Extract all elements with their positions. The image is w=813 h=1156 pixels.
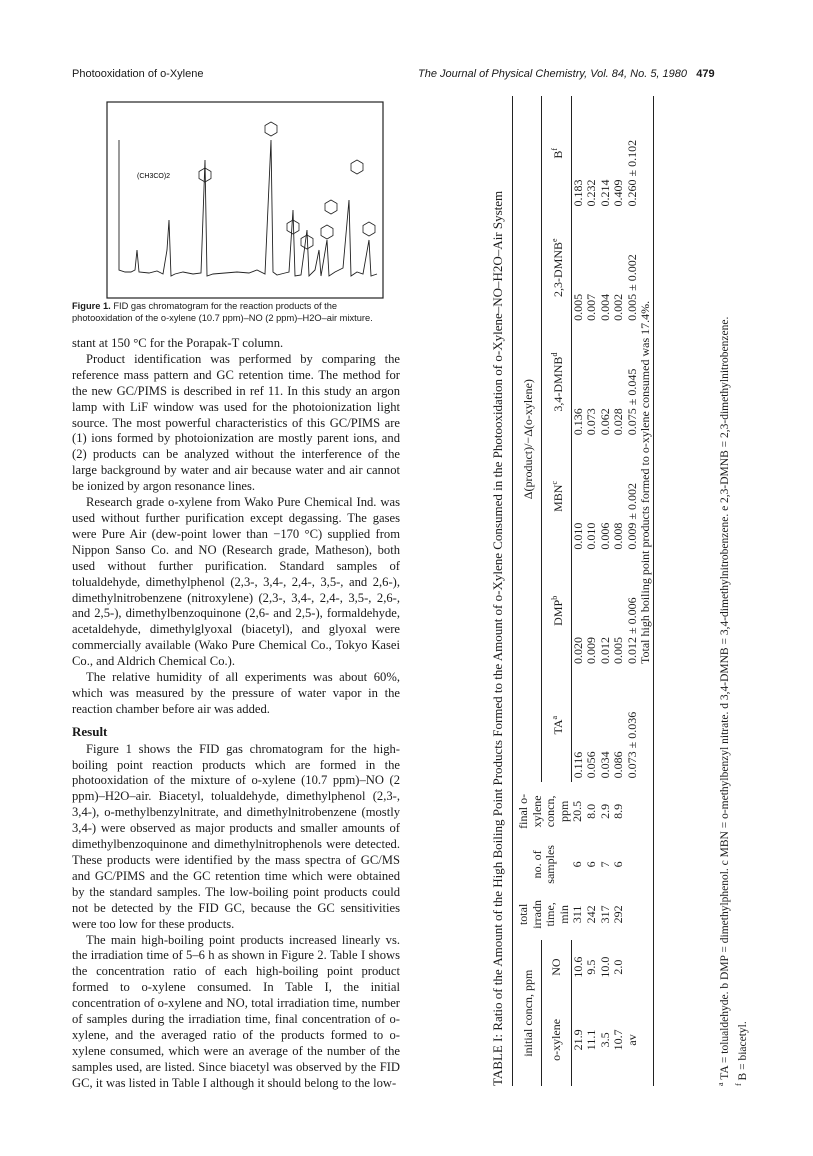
- col-oxylene: o-xylene: [542, 994, 571, 1086]
- table-row: [599, 96, 613, 1086]
- cell-no: 2.0: [611, 959, 625, 975]
- cell-b: 0.232: [584, 179, 598, 207]
- running-header-right: [418, 68, 715, 80]
- col-total-time: total irradn time, min: [516, 900, 571, 929]
- chromatogram-figure: [105, 100, 385, 300]
- total-note: Total high boiling point products formed to o-xylene consumed was 17.4%.: [639, 96, 653, 668]
- paragraph-5: Figure 1 shows the FID gas chromatogram for the high-boiling point reaction products which are formed in the photooxidation of the mixture of o-xylene (10.7 ppm)–NO (2 ppm)–H2O–air. Biacetyl, tolualdehyde, dimethylphenol (2,3-, 3,4-), o-methylbenzylnitrate, and dimethylnitrobenzene (mostly 3,4-) were observed as major products and smaller amounts of dimethylbenzoquinone and dimethylnitrophenols were detected. These products were identified by the mass spectra of GC/MS and GC/PIMS and the GC retention time which were obtained by the standard samples. The low-boiling point products could not be detected by the FID GC, because the GC sensitivities were too low for these products.: [72, 741, 400, 931]
- cell-final: 8.0: [584, 803, 598, 819]
- cell-no: 9.5: [584, 959, 598, 975]
- chromatogram-trace: [119, 140, 377, 276]
- col-mbn: MBN$^c$: [542, 439, 571, 553]
- cell-dmp: 0.005: [611, 636, 625, 664]
- paragraph-2: Product identification was performed by comparing the reference mass pattern and GC retention time. The method for the new GC/PIMS is described in ref 11. In this study an argon lamp with LiF window was used for the photoionization light source. The most powerful characteristics of this GC/PIMS are (1) ions formed by photoionization are mostly parent ions, and (2) products can be analyzed without the interference of the large background by water and air because water and air cannot be ionized by argon resonance lines.: [72, 351, 400, 494]
- cell-mbn: 0.010: [584, 522, 598, 550]
- chromatogram-plot: [105, 100, 385, 300]
- cell-34dmnb: 0.136: [570, 408, 585, 436]
- cell-av-label: av: [624, 1034, 639, 1046]
- col-no-samples: no. of samples: [529, 845, 557, 884]
- col-ta: $TA^a$: [542, 668, 571, 782]
- cell-final: 20.5: [570, 800, 585, 822]
- cell-mbn: 0.006: [597, 522, 612, 550]
- table-footnotes: [714, 96, 750, 1086]
- table-row-average: [626, 96, 640, 1086]
- cell-av-34dmnb: 0.075 ± 0.045: [624, 368, 639, 436]
- cell-final: 2.9: [597, 803, 612, 819]
- cell-dmp: 0.012: [597, 636, 612, 664]
- cell-time: 317: [597, 905, 612, 924]
- cell-no: 10.6: [570, 956, 585, 978]
- figure-caption-text: FID gas chromatogram for the reaction products of the photooxidation of the o-xylene (10.7 ppm)–NO (2 ppm)–H2O–air mixture.: [72, 301, 373, 323]
- figure-caption: [72, 300, 392, 324]
- table-title: TABLE I: Ratio of the Amount of the High Boiling Point Products Formed to the Amount of o-Xylene Consumed in the Photooxidation of o-Xylene–NO–H2O–Air System: [490, 190, 505, 1086]
- data-table: [512, 96, 654, 1086]
- figure-caption-label: Figure 1.: [72, 301, 111, 311]
- paragraph-3: Research grade o-xylene from Wako Pure Chemical Ind. was used without further purification except degassing. The gases were Pure Air (dew-point lower than −170 °C) supplied from Nippon Sanso Co. and NO (Research grade, Matheson), both used without further purification. Standard samples of tolualdehyde, dimethylphenol (2,3-, 3,4-, 2,4-, 3,5-, and 2,6-), dimethylnitrobenzene (nitroxylene) (2,3-, 3,4-, 2,4-, 3,5-, 2,6-, and 2,5-), dimethylbenzoquinone (2,6- and 2,5-), formaldehyde, acetaldehyde, dimethylglyoxal (biacetyl), and glyoxal were commercially available (Wako Pure Chemical Co., Tokyo Kasei Co., and Aldrich Chemical Co.).: [72, 495, 400, 669]
- cell-no: 10.0: [597, 956, 612, 978]
- cell-time: 292: [611, 905, 625, 924]
- cell-34dmnb: 0.028: [611, 408, 625, 436]
- paragraph-4: The relative humidity of all experiments was about 60%, which was measured by the pressure of water vapor in the reaction chamber before air was added.: [72, 670, 400, 716]
- cell-samples: 6: [584, 861, 598, 868]
- col-dmp: DMP$^b$: [542, 554, 571, 668]
- cell-av-mbn: 0.009 ± 0.002: [624, 483, 639, 550]
- peak-label-biacetyl: (CH3CO)2: [137, 173, 171, 180]
- page-number: 479: [696, 68, 715, 80]
- cell-time: 311: [570, 905, 585, 924]
- table-row: [571, 96, 585, 1086]
- paragraph-6: The main high-boiling point products increased linearly vs. the irradiation time of 5–6 h as shown in Figure 2. Table I shows the concentration ratio of each high-boiling point product formed to o-xylene consumed. In Table I, the initial concentration of o-xylene and NO, total irradiation time, number of samples during the irradiation time, final concentration of o-xylene, and the averaged ratio of the products formed to o-xylene consumed, which were an average of the number of the samples used, are listed. Since biacetyl was observed by the FID GC, it was listed in Table I although it should belong to the low-: [72, 932, 400, 1090]
- cell-ta: 0.034: [597, 751, 612, 779]
- col-no: NO: [542, 940, 571, 993]
- cell-mbn: 0.010: [570, 522, 585, 550]
- cell-samples: 7: [597, 861, 612, 868]
- cell-34dmnb: 0.062: [597, 408, 612, 436]
- table-1: [482, 96, 752, 1086]
- cell-23dmnb: 0.007: [584, 293, 598, 321]
- table-row-total: [639, 96, 653, 1086]
- paragraph-1: stant at 150 °C for the Porapak-T column.: [72, 336, 284, 350]
- cell-34dmnb: 0.073: [584, 408, 598, 436]
- cell-oxylene: 21.9: [570, 1029, 585, 1051]
- cell-samples: 6: [611, 861, 625, 868]
- cell-ta: 0.116: [570, 751, 585, 779]
- cell-av-ta: 0.073 ± 0.036: [624, 711, 639, 779]
- footnote-2: $^f$ B = biacetyl.: [733, 1021, 749, 1086]
- cell-av-b: 0.260 ± 0.102: [624, 139, 639, 207]
- cell-oxylene: 10.7: [611, 1029, 625, 1051]
- cell-time: 242: [584, 905, 598, 924]
- table-row: [585, 96, 599, 1086]
- col-b: $B^f$: [542, 96, 571, 210]
- cell-dmp: 0.020: [570, 636, 585, 664]
- cell-dmp: 0.009: [584, 636, 598, 664]
- running-header-left: Photooxidation of o-Xylene: [72, 68, 204, 80]
- cell-av-dmp: 0.012 ± 0.006: [624, 597, 639, 664]
- col-23dmnb: 2,3-DMNB$^e$: [542, 210, 571, 324]
- cell-b: 0.409: [611, 179, 625, 207]
- col-group-ratio: Δ(product)/−Δ(o-xylene): [513, 96, 542, 782]
- cell-b: 0.183: [570, 179, 585, 207]
- cell-mbn: 0.008: [611, 522, 625, 550]
- table-row: [612, 96, 626, 1086]
- footnote-1: $^a$ TA = tolualdehyde. b DMP = dimethylphenol. c MBN = o-methylbenzyl nitrate. d 3,4-DMNB = 3,4-dimethylnitrobenzene. e 2,3-DMNB = 2,3-dimethylnitrobenzene.: [716, 316, 731, 1086]
- cell-b: 0.214: [597, 179, 612, 207]
- cell-samples: 6: [570, 861, 585, 868]
- body-text-column: [72, 336, 400, 1092]
- cell-23dmnb: 0.005: [570, 293, 585, 321]
- col-34dmnb: 3,4-DMNB$^d$: [542, 325, 571, 439]
- cell-23dmnb: 0.002: [611, 293, 625, 321]
- cell-oxylene: 11.1: [584, 1029, 598, 1051]
- cell-23dmnb: 0.004: [597, 293, 612, 321]
- journal-name: The Journal of Physical Chemistry, Vol. 84, No. 5, 1980: [418, 68, 688, 80]
- benzene-ring-icon: [199, 122, 375, 249]
- cell-ta: 0.056: [584, 751, 598, 779]
- col-final-concn: final o-xylene concn, ppm: [516, 793, 571, 829]
- cell-ta: 0.086: [611, 751, 625, 779]
- cell-av-23dmnb: 0.005 ± 0.002: [624, 254, 639, 321]
- section-heading-result: Result: [72, 723, 108, 739]
- cell-oxylene: 3.5: [597, 1032, 612, 1048]
- col-group-initial: initial concn, ppm: [513, 940, 542, 1086]
- cell-final: 8.9: [611, 803, 625, 819]
